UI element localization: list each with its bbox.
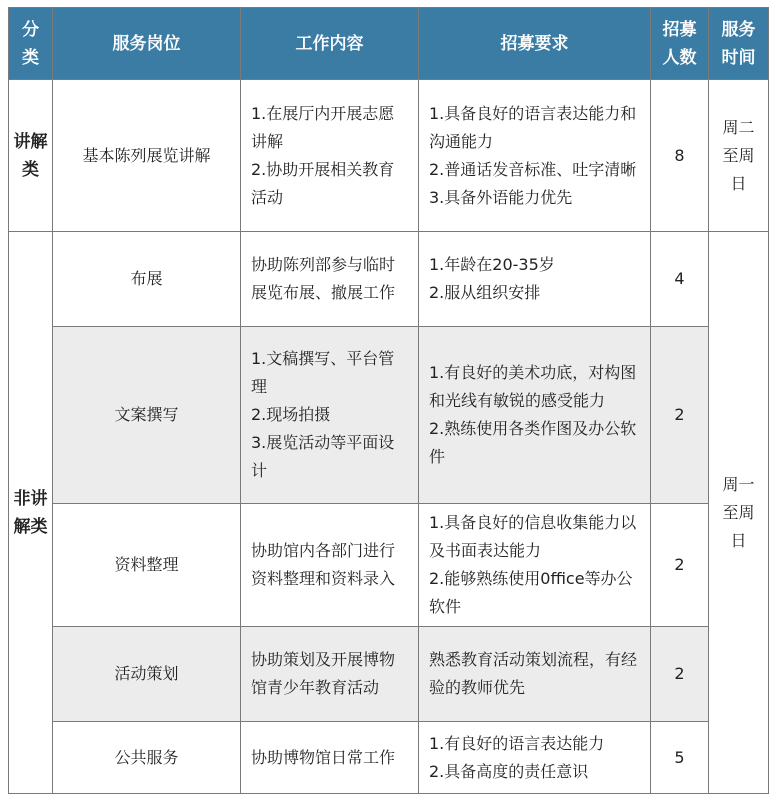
duty-line: 2.协助开展相关教育活动 [251, 159, 395, 207]
count-cell: 8 [651, 80, 709, 232]
requirement-line: 1.具备良好的语言表达能力和沟通能力 [429, 103, 637, 151]
table-row [9, 627, 769, 722]
requirement-line: 1.有良好的语言表达能力 [429, 733, 605, 753]
duty-line: 1.文稿撰写、平台管理 [251, 349, 395, 396]
duties-cell [241, 722, 419, 794]
table-row [9, 80, 769, 232]
count-cell: 2 [651, 627, 709, 722]
table-row [9, 504, 769, 627]
header-count: 招募人数 [651, 8, 709, 80]
position-cell: 公共服务 [53, 722, 241, 794]
duties-cell [241, 627, 419, 722]
requirement-line: 2.能够熟练使用0ffice等办公软件 [429, 569, 633, 616]
count-cell: 4 [651, 232, 709, 327]
requirements-cell [419, 327, 651, 504]
duty-line: 协助馆内各部门进行资料整理和资料录入 [251, 541, 396, 588]
table-row [9, 232, 769, 327]
duties-cell [241, 504, 419, 627]
duty-line: 2.现场拍摄 [251, 405, 331, 424]
requirements-cell [419, 627, 651, 722]
count-cell: 2 [651, 327, 709, 504]
header-requirements: 招募要求 [419, 8, 651, 80]
category-non-guide: 非讲解类 [9, 232, 53, 794]
count-cell: 2 [651, 504, 709, 627]
duty-line: 协助策划及开展博物馆青少年教育活动 [251, 650, 396, 697]
requirement-line: 2.熟练使用各类作图及办公软件 [429, 419, 637, 466]
header-duties: 工作内容 [241, 8, 419, 80]
requirement-line: 2.普通话发音标准、吐字清晰 [429, 159, 637, 179]
duties-cell [241, 80, 419, 232]
duty-line: 3.展览活动等平面设计 [251, 433, 395, 480]
position-cell: 基本陈列展览讲解 [53, 80, 241, 232]
requirement-line: 2.服从组织安排 [429, 283, 541, 302]
position-cell: 资料整理 [53, 504, 241, 627]
header-row [9, 8, 769, 80]
duty-line: 协助博物馆日常工作 [251, 747, 396, 767]
requirements-cell [419, 722, 651, 794]
table-row [9, 722, 769, 794]
category-guide: 讲解类 [9, 80, 53, 232]
requirements-cell [419, 504, 651, 627]
duties-cell [241, 232, 419, 327]
requirements-cell [419, 232, 651, 327]
position-cell: 文案撰写 [53, 327, 241, 504]
header-category: 分类 [9, 8, 53, 80]
header-service-time: 服务时间 [709, 8, 769, 80]
requirement-line: 1.年龄在20-35岁 [429, 255, 555, 274]
header-position: 服务岗位 [53, 8, 241, 80]
requirement-line: 2.具备高度的责任意识 [429, 761, 589, 781]
volunteer-recruitment-table [8, 7, 769, 794]
requirement-line: 1.具备良好的信息收集能力以及书面表达能力 [429, 513, 637, 560]
duties-cell [241, 327, 419, 504]
service-time-guide: 周二至周日 [709, 80, 769, 232]
duty-line: 1.在展厅内开展志愿讲解 [251, 103, 395, 151]
requirement-line: 3.具备外语能力优先 [429, 187, 573, 207]
count-cell: 5 [651, 722, 709, 794]
service-time-non-guide: 周一至周日 [709, 232, 769, 794]
table-row [9, 327, 769, 504]
requirement-line: 熟悉教育活动策划流程，有经验的教师优先 [429, 650, 638, 697]
requirements-cell [419, 80, 651, 232]
duty-line: 协助陈列部参与临时展览布展、撤展工作 [251, 255, 396, 302]
position-cell: 活动策划 [53, 627, 241, 722]
requirement-line: 1.有良好的美术功底，对构图和光线有敏锐的感受能力 [429, 363, 637, 410]
position-cell: 布展 [53, 232, 241, 327]
